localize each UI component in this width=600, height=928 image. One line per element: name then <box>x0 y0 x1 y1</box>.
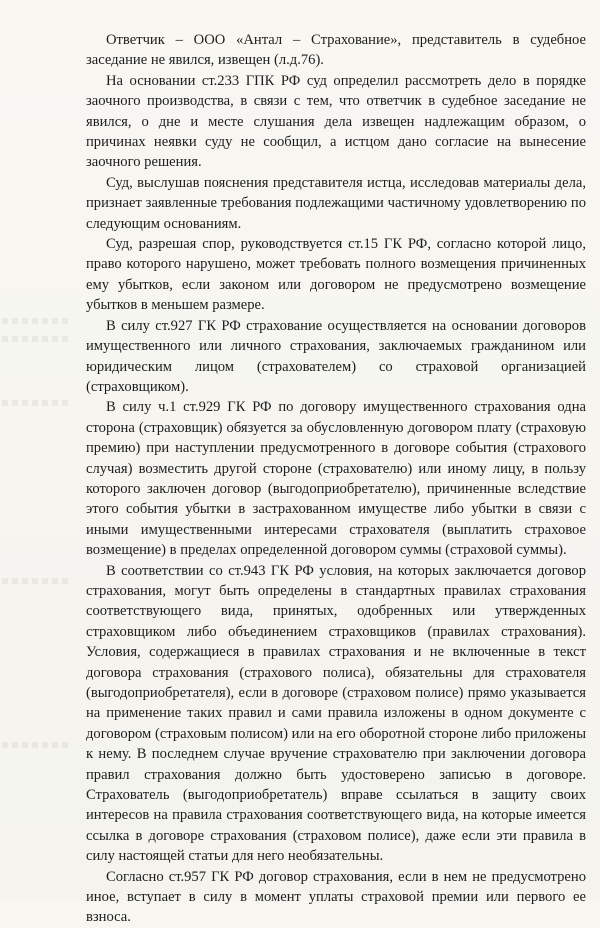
paragraph-article-927: В силу ст.927 ГК РФ страхование осуществляется на основании договоров имущественного или личного страхования, заключаемых гражданином или юридическим лицом (страхователем) со страховой организацией (страховщиком). <box>86 317 586 395</box>
bleed-through-mark <box>2 578 72 584</box>
paragraph-article-957: Согласно ст.957 ГК РФ договор страхования, если в нем не предусмотрено иное, вступает в силу в момент уплаты страховой премии или первого ее взноса. <box>86 868 586 926</box>
document-body <box>86 30 586 928</box>
bleed-through-mark <box>2 336 72 342</box>
bleed-through-mark <box>2 400 72 406</box>
paragraph-defendant-absence: Ответчик – ООО «Антал – Страхование», представитель в судебное заседание не явился, извещен (л.д.76). <box>86 32 586 69</box>
bleed-through-mark <box>2 318 72 324</box>
paragraph-default-judgment-basis: На основании ст.233 ГПК РФ суд определил рассмотреть дело в порядке заочного производства, в связи с тем, что ответчик в судебное заседание не явился, о дне и месте слушания дела извещен надлежащим образом, о причинах неявки суду не сообщил, а истцом дано согласие на вынесение заочного решения. <box>86 72 586 171</box>
paragraph-article-929: В силу ч.1 ст.929 ГК РФ по договору имущественного страхования одна сторона (страховщик) обязуется за обусловленную договором плату (страховую премию) при наступлении предусмотренного в договоре события (страхового случая) возместить другой стороне (страхователю) или иному лицу, в пользу которого заключен договор (выгодоприобретателю), причиненные вследствие этого события убытки в застрахованном имуществе либо убытки в связи с иными имущественными интересами страхователя (выплатить страховое возмещение) в пределах определенной договором суммы (страховой суммы). <box>86 399 586 559</box>
bleed-through-mark <box>2 742 72 748</box>
paragraph-article-943: В соответствии со ст.943 ГК РФ условия, на которых заключается договор страхования, могут быть определены в стандартных правилах страхования соответствующего вида, принятых, одобренных или утвержденных страховщиком либо объединением страховщиков (правилах страхования). Условия, содержащиеся в правилах страхования и не включенные в текст договора страхования (страхового полиса), обязательны для страхователя (выгодоприобретателя), если в договоре (страховом полисе) прямо указывается на применение таких правил и сами правила изложены в одном документе с договором (страховым полисом) или на его оборотной стороне либо приложены к нему. В последнем случае вручение страхователю при заключении договора правил страхования должно быть удостоверено записью в договоре. Страхователь (выгодоприобретатель) вправе ссылаться в защиту своих интересов на правила страхования соответствующего вида, на которые имеется ссылка в договоре страхования (страховом полисе), даже если эти правила в силу настоящей статьи для него необязательны. <box>86 562 586 865</box>
paragraph-article-15: Суд, разрешая спор, руководствуется ст.15 ГК РФ, согласно которой лицо, право которого нарушено, может требовать полного возмещения причиненных ему убытков, если законом или договором не предусмотрено возмещение убытков в меньшем размере. <box>86 236 586 314</box>
paragraph-court-findings: Суд, выслушав пояснения представителя истца, исследовав материалы дела, признает заявленные требования подлежащими частичному удовлетворению по следующим основаниям. <box>86 174 586 232</box>
